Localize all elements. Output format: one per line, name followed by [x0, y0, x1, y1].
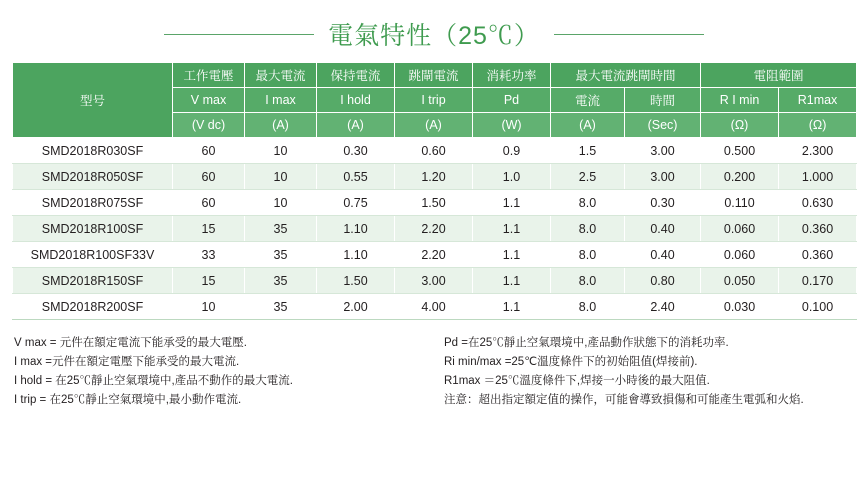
cell-trip-current: 8.0 [551, 268, 625, 294]
cell-ihold: 0.30 [317, 138, 395, 164]
th-sym-itrip: I trip [395, 88, 473, 113]
table-row [13, 242, 857, 268]
cell-rmax: 1.000 [779, 164, 857, 190]
cell-rmin: 0.030 [701, 294, 779, 320]
cell-itrip: 3.00 [395, 268, 473, 294]
cell-vmax: 15 [173, 216, 245, 242]
cell-imax: 35 [245, 294, 317, 320]
spec-table-wrap [0, 62, 868, 320]
cell-ihold: 1.10 [317, 242, 395, 268]
title-rule-right [554, 34, 704, 35]
cell-trip-time: 2.40 [625, 294, 701, 320]
cell-rmax: 0.630 [779, 190, 857, 216]
cell-imax: 35 [245, 216, 317, 242]
table-row [13, 268, 857, 294]
note-imax: I max =元件在額定電壓下能承受的最大電流. [14, 356, 240, 368]
note-r1max: R1max ＝25℃溫度條件下,焊接一小時後的最大阻值. [444, 375, 710, 387]
cell-rmax: 0.170 [779, 268, 857, 294]
page-title: 電氣特性（25℃） [328, 22, 540, 50]
cell-ihold: 1.50 [317, 268, 395, 294]
cell-model: SMD2018R100SF33V [13, 242, 173, 268]
cell-rmax: 0.100 [779, 294, 857, 320]
electrical-characteristics-table [12, 62, 857, 320]
cell-itrip: 1.50 [395, 190, 473, 216]
th-group-imax: 最大電流 [245, 63, 317, 88]
cell-rmax: 0.360 [779, 242, 857, 268]
notes-section [0, 320, 868, 410]
table-header-group-row [13, 63, 857, 88]
cell-model: SMD2018R200SF [13, 294, 173, 320]
notes-column-left [14, 334, 424, 410]
table-row [13, 138, 857, 164]
th-unit-ihold: (A) [317, 113, 395, 138]
cell-trip-time: 0.30 [625, 190, 701, 216]
page-title-row [0, 0, 868, 62]
cell-vmax: 33 [173, 242, 245, 268]
cell-rmin: 0.050 [701, 268, 779, 294]
cell-trip-current: 8.0 [551, 216, 625, 242]
th-unit-trip-current: (A) [551, 113, 625, 138]
cell-model: SMD2018R100SF [13, 216, 173, 242]
cell-rmin: 0.060 [701, 216, 779, 242]
note-itrip: I trip = 在25℃靜止空氣環境中,最小動作電流. [14, 394, 242, 406]
cell-trip-current: 8.0 [551, 242, 625, 268]
cell-pd: 1.1 [473, 190, 551, 216]
cell-pd: 1.1 [473, 242, 551, 268]
note-vmax: V max = 元件在額定電流下能承受的最大電壓. [14, 337, 247, 349]
note-warning: 注意：超出指定額定值的操作，可能會導致損傷和可能產生電弧和火焰. [444, 394, 804, 406]
th-sym-rmin: R I min [701, 88, 779, 113]
cell-trip-time: 3.00 [625, 138, 701, 164]
th-unit-trip-time: (Sec) [625, 113, 701, 138]
cell-itrip: 2.20 [395, 216, 473, 242]
th-unit-vmax: (V dc) [173, 113, 245, 138]
title-rule-left [164, 34, 314, 35]
table-row [13, 216, 857, 242]
th-unit-rmin: (Ω) [701, 113, 779, 138]
cell-pd: 1.1 [473, 294, 551, 320]
cell-rmin: 0.110 [701, 190, 779, 216]
cell-trip-time: 0.40 [625, 216, 701, 242]
th-group-itrip: 跳閘電流 [395, 63, 473, 88]
th-sym-rmax: R1max [779, 88, 857, 113]
cell-trip-time: 3.00 [625, 164, 701, 190]
th-sym-pd: Pd [473, 88, 551, 113]
cell-imax: 10 [245, 164, 317, 190]
cell-trip-time: 0.40 [625, 242, 701, 268]
cell-trip-current: 8.0 [551, 294, 625, 320]
cell-ihold: 0.75 [317, 190, 395, 216]
cell-itrip: 2.20 [395, 242, 473, 268]
cell-itrip: 0.60 [395, 138, 473, 164]
table-body [13, 138, 857, 320]
cell-rmin: 0.500 [701, 138, 779, 164]
cell-imax: 35 [245, 268, 317, 294]
th-sym-vmax: V max [173, 88, 245, 113]
cell-imax: 10 [245, 138, 317, 164]
th-unit-rmax: (Ω) [779, 113, 857, 138]
cell-rmin: 0.060 [701, 242, 779, 268]
table-row [13, 294, 857, 320]
cell-model: SMD2018R030SF [13, 138, 173, 164]
th-sym-trip-time: 時間 [625, 88, 701, 113]
table-head [13, 63, 857, 138]
th-unit-pd: (W) [473, 113, 551, 138]
cell-ihold: 2.00 [317, 294, 395, 320]
cell-pd: 1.1 [473, 268, 551, 294]
th-sym-imax: I max [245, 88, 317, 113]
cell-vmax: 10 [173, 294, 245, 320]
th-group-resistance: 電阻範圍 [701, 63, 857, 88]
note-ihold: I hold = 在25℃靜止空氣環境中,產品不動作的最大電流. [14, 375, 293, 387]
cell-pd: 0.9 [473, 138, 551, 164]
table-row [13, 164, 857, 190]
cell-pd: 1.1 [473, 216, 551, 242]
cell-pd: 1.0 [473, 164, 551, 190]
table-row [13, 190, 857, 216]
cell-model: SMD2018R075SF [13, 190, 173, 216]
cell-vmax: 60 [173, 164, 245, 190]
cell-itrip: 4.00 [395, 294, 473, 320]
th-model: 型号 [13, 63, 173, 138]
th-sym-trip-current: 電流 [551, 88, 625, 113]
cell-trip-current: 2.5 [551, 164, 625, 190]
cell-imax: 10 [245, 190, 317, 216]
th-group-ihold: 保持電流 [317, 63, 395, 88]
cell-vmax: 60 [173, 190, 245, 216]
th-group-vmax: 工作電壓 [173, 63, 245, 88]
cell-ihold: 0.55 [317, 164, 395, 190]
cell-ihold: 1.10 [317, 216, 395, 242]
cell-trip-current: 1.5 [551, 138, 625, 164]
cell-vmax: 15 [173, 268, 245, 294]
cell-trip-time: 0.80 [625, 268, 701, 294]
cell-rmin: 0.200 [701, 164, 779, 190]
th-sym-ihold: I hold [317, 88, 395, 113]
cell-imax: 35 [245, 242, 317, 268]
cell-itrip: 1.20 [395, 164, 473, 190]
cell-model: SMD2018R150SF [13, 268, 173, 294]
note-rminmax: Ri min/max =25℃溫度條件下的初始阻值(焊接前). [444, 356, 698, 368]
cell-vmax: 60 [173, 138, 245, 164]
note-pd: Pd =在25℃靜止空氣環境中,產品動作狀態下的消耗功率. [444, 337, 729, 349]
th-group-pd: 消耗功率 [473, 63, 551, 88]
th-unit-imax: (A) [245, 113, 317, 138]
notes-column-right [434, 334, 854, 410]
th-unit-itrip: (A) [395, 113, 473, 138]
cell-rmax: 0.360 [779, 216, 857, 242]
th-group-trip-time: 最大電流跳閘時間 [551, 63, 701, 88]
cell-trip-current: 8.0 [551, 190, 625, 216]
cell-rmax: 2.300 [779, 138, 857, 164]
cell-model: SMD2018R050SF [13, 164, 173, 190]
